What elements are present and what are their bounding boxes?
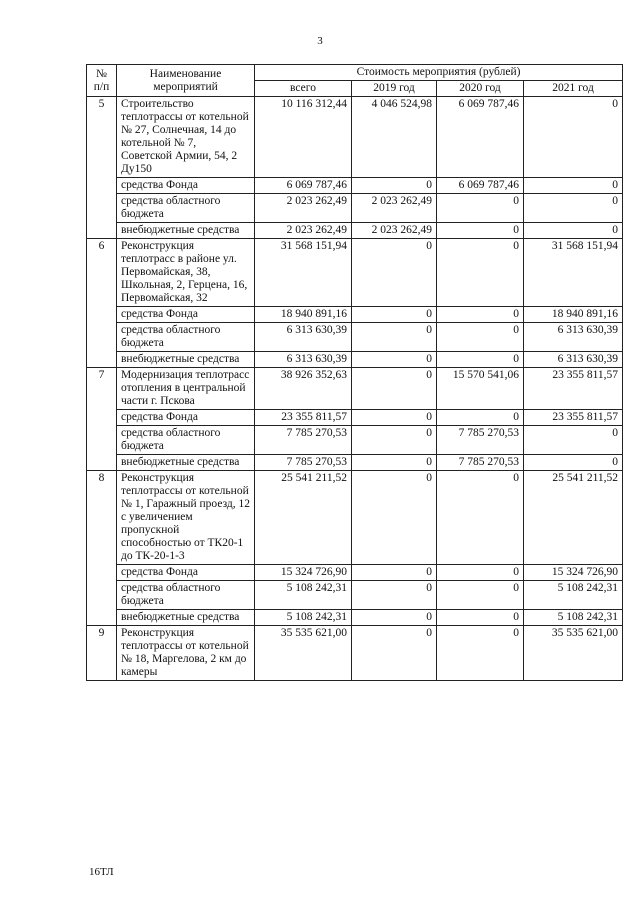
row-number: 6 (87, 239, 117, 368)
table-row (87, 565, 623, 581)
cost-2019: 0 (352, 426, 437, 455)
cost-total: 31 568 151,94 (255, 239, 352, 307)
cost-2020: 6 069 787,46 (437, 97, 524, 178)
header-name: Наименование мероприятий (117, 65, 255, 97)
cost-2020: 7 785 270,53 (437, 455, 524, 471)
cost-2019: 0 (352, 581, 437, 610)
measure-name: внебюджетные средства (117, 223, 255, 239)
header-total: всего (255, 81, 352, 97)
cost-2021: 0 (524, 223, 623, 239)
table-row (87, 178, 623, 194)
header-2020: 2020 год (437, 81, 524, 97)
header-cost-group: Стоимость мероприятия (рублей) (255, 65, 623, 81)
cost-total: 18 940 891,16 (255, 307, 352, 323)
table-row (87, 239, 623, 307)
row-number: 7 (87, 368, 117, 471)
row-number: 5 (87, 97, 117, 239)
table-row (87, 97, 623, 178)
cost-2019: 4 046 524,98 (352, 97, 437, 178)
cost-2021: 25 541 211,52 (524, 471, 623, 565)
table-row (87, 194, 623, 223)
cost-2019: 0 (352, 565, 437, 581)
measure-name: средства Фонда (117, 565, 255, 581)
cost-2020: 0 (437, 194, 524, 223)
cost-2021: 15 324 726,90 (524, 565, 623, 581)
table-row (87, 455, 623, 471)
cost-2020: 0 (437, 352, 524, 368)
cost-2021: 6 313 630,39 (524, 323, 623, 352)
cost-2021: 5 108 242,31 (524, 581, 623, 610)
cost-2020: 0 (437, 323, 524, 352)
cost-2020: 0 (437, 223, 524, 239)
cost-2021: 0 (524, 455, 623, 471)
cost-total: 6 069 787,46 (255, 178, 352, 194)
cost-2019: 0 (352, 178, 437, 194)
table-row (87, 471, 623, 565)
cost-2020: 0 (437, 626, 524, 681)
cost-2021: 6 313 630,39 (524, 352, 623, 368)
table-row (87, 610, 623, 626)
cost-2020: 0 (437, 565, 524, 581)
cost-2021: 23 355 811,57 (524, 368, 623, 410)
cost-2019: 0 (352, 610, 437, 626)
cost-total: 5 108 242,31 (255, 581, 352, 610)
cost-2020: 0 (437, 471, 524, 565)
cost-total: 7 785 270,53 (255, 455, 352, 471)
cost-2020: 0 (437, 307, 524, 323)
cost-total: 2 023 262,49 (255, 194, 352, 223)
cost-2021: 0 (524, 194, 623, 223)
measure-name: средства Фонда (117, 307, 255, 323)
table-row (87, 626, 623, 681)
measure-name: внебюджетные средства (117, 352, 255, 368)
cost-total: 6 313 630,39 (255, 352, 352, 368)
cost-2019: 0 (352, 307, 437, 323)
cost-2021: 35 535 621,00 (524, 626, 623, 681)
table-header (87, 65, 623, 97)
measure-name: средства Фонда (117, 178, 255, 194)
measure-name: внебюджетные средства (117, 455, 255, 471)
page-number: 3 (317, 35, 323, 47)
cost-2021: 0 (524, 178, 623, 194)
table-row (87, 368, 623, 410)
footer-code: 16ТЛ (89, 866, 114, 878)
cost-2019: 0 (352, 471, 437, 565)
cost-total: 10 116 312,44 (255, 97, 352, 178)
cost-2019: 2 023 262,49 (352, 223, 437, 239)
cost-2020: 0 (437, 410, 524, 426)
header-num: № п/п (87, 65, 117, 97)
cost-2019: 0 (352, 626, 437, 681)
cost-2020: 0 (437, 581, 524, 610)
measure-name: средства областного бюджета (117, 581, 255, 610)
measure-name: средства областного бюджета (117, 323, 255, 352)
cost-2019: 0 (352, 455, 437, 471)
cost-2021: 0 (524, 426, 623, 455)
table-row (87, 581, 623, 610)
cost-2021: 5 108 242,31 (524, 610, 623, 626)
cost-2019: 0 (352, 368, 437, 410)
cost-2019: 0 (352, 352, 437, 368)
cost-total: 7 785 270,53 (255, 426, 352, 455)
cost-total: 23 355 811,57 (255, 410, 352, 426)
header-2021: 2021 год (524, 81, 623, 97)
row-number: 8 (87, 471, 117, 626)
cost-2021: 0 (524, 97, 623, 178)
measure-name: Реконструкция теплотрассы от котельной № 1, Гаражный проезд, 12 с увеличением пропускной способностью от ТК20-1 до ТК-20-1-3 (117, 471, 255, 565)
cost-2019: 0 (352, 323, 437, 352)
table-row (87, 410, 623, 426)
measure-name: Модернизация теплотрасс отопления в центральной части г. Пскова (117, 368, 255, 410)
table-row (87, 223, 623, 239)
cost-total: 2 023 262,49 (255, 223, 352, 239)
measure-name: Реконструкция теплотрасс в районе ул. Первомайская, 38, Школьная, 2, Герцена, 16, Первомайская, 32 (117, 239, 255, 307)
cost-total: 15 324 726,90 (255, 565, 352, 581)
cost-2020: 15 570 541,06 (437, 368, 524, 410)
cost-2021: 18 940 891,16 (524, 307, 623, 323)
cost-total: 6 313 630,39 (255, 323, 352, 352)
measure-name: средства областного бюджета (117, 426, 255, 455)
row-number: 9 (87, 626, 117, 681)
cost-2021: 23 355 811,57 (524, 410, 623, 426)
measure-name: Строительство теплотрассы от котельной № 27, Солнечная, 14 до котельной № 7, Советской Армии, 54, 2 Ду150 (117, 97, 255, 178)
cost-2019: 2 023 262,49 (352, 194, 437, 223)
cost-total: 35 535 621,00 (255, 626, 352, 681)
header-2019: 2019 год (352, 81, 437, 97)
table-row (87, 307, 623, 323)
measure-name: средства Фонда (117, 410, 255, 426)
cost-2019: 0 (352, 410, 437, 426)
cost-2021: 31 568 151,94 (524, 239, 623, 307)
cost-table (86, 64, 623, 681)
measure-name: Реконструкция теплотрассы от котельной № 18, Маргелова, 2 км до камеры (117, 626, 255, 681)
cost-2020: 6 069 787,46 (437, 178, 524, 194)
cost-2020: 0 (437, 610, 524, 626)
table-row (87, 426, 623, 455)
cost-total: 38 926 352,63 (255, 368, 352, 410)
measure-name: внебюджетные средства (117, 610, 255, 626)
table-body (87, 97, 623, 681)
cost-total: 25 541 211,52 (255, 471, 352, 565)
cost-2020: 0 (437, 239, 524, 307)
cost-2019: 0 (352, 239, 437, 307)
cost-total: 5 108 242,31 (255, 610, 352, 626)
table-row (87, 352, 623, 368)
measure-name: средства областного бюджета (117, 194, 255, 223)
table-row (87, 323, 623, 352)
cost-2020: 7 785 270,53 (437, 426, 524, 455)
